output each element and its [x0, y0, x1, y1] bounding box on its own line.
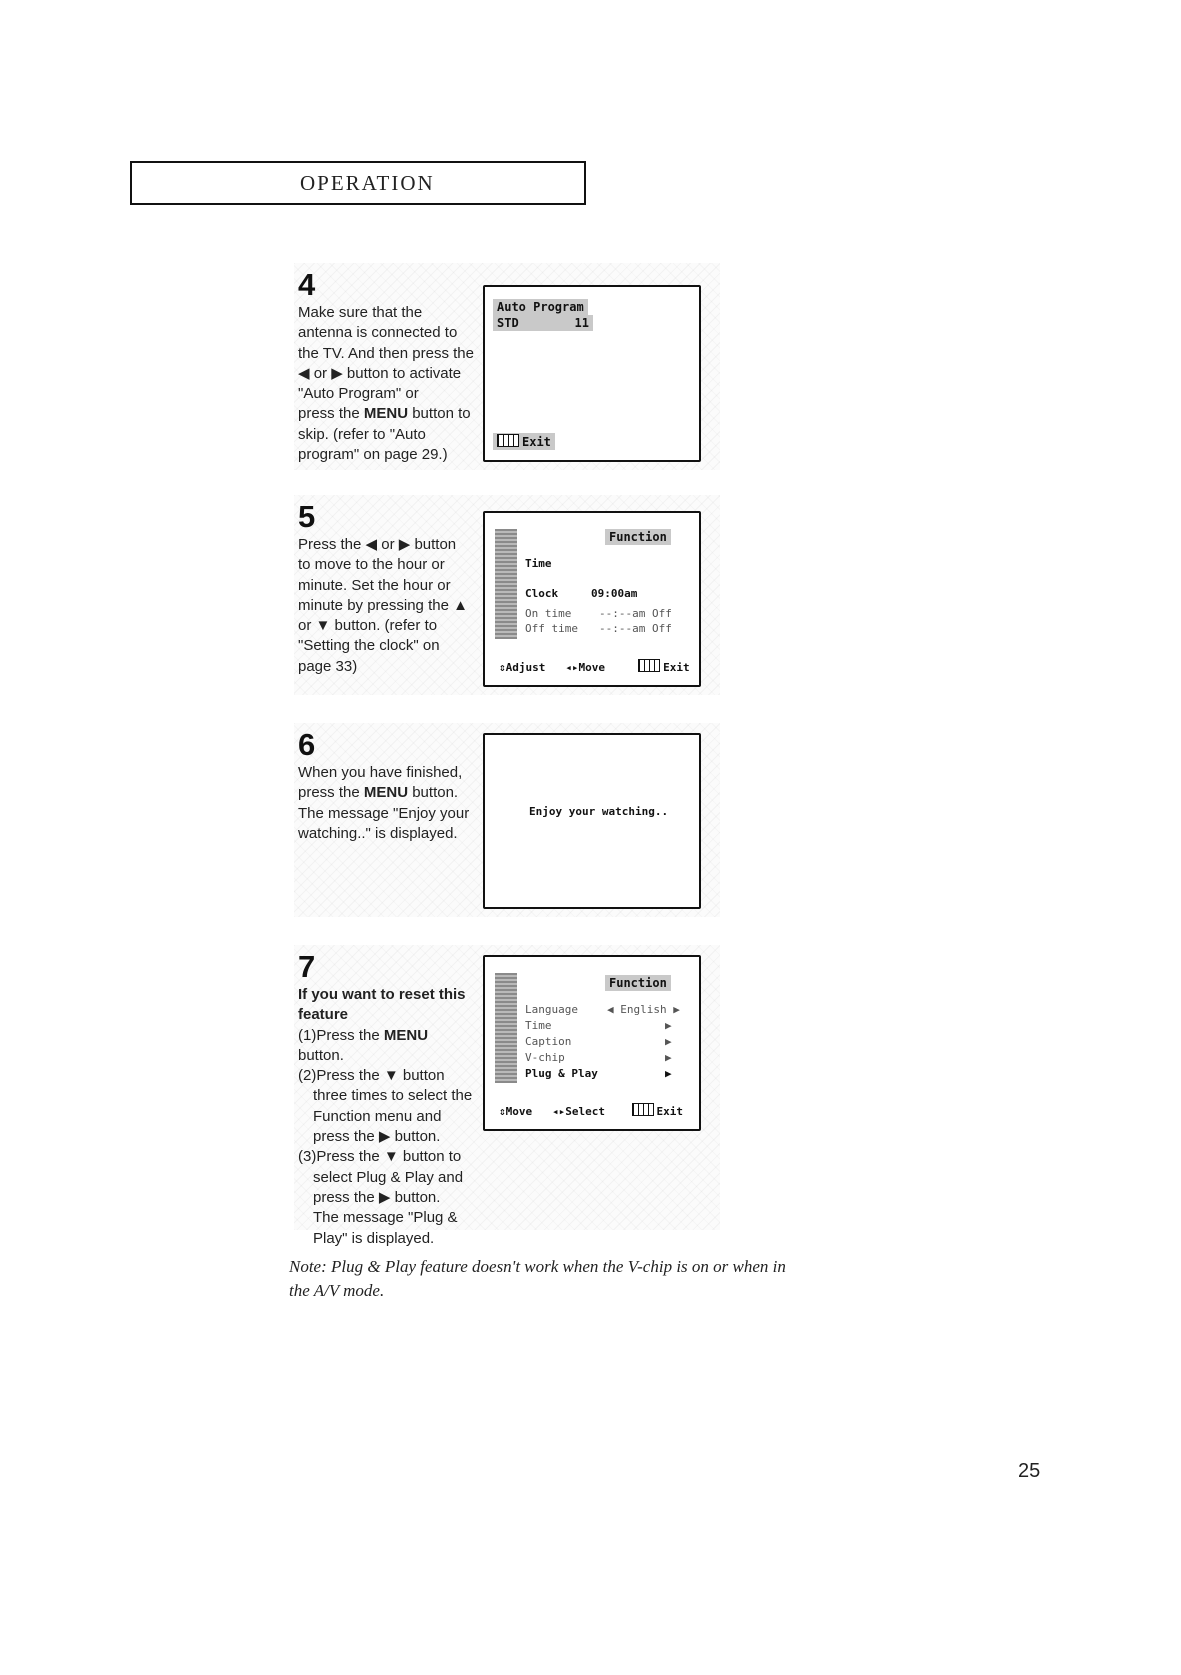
osd-title: Function — [605, 975, 671, 991]
step-number: 7 — [298, 949, 316, 984]
left-right-icon: ◂▸ — [552, 1105, 566, 1118]
tv-screen-message — [483, 733, 701, 909]
left-right-icon: ◂▸ — [565, 661, 579, 674]
step-number: 4 — [298, 267, 316, 302]
osd-footer: ⇕Move ◂▸Select Exit — [499, 1105, 683, 1118]
vchip-arrow: ▶ — [665, 1051, 672, 1064]
instruction-line: or ▼ button. (refer to — [298, 617, 438, 635]
instruction-line: press the MENU button to — [298, 405, 471, 423]
instruction-line: minute by pressing the ▲ — [298, 596, 468, 614]
menu-key-icon — [638, 659, 660, 672]
osd-exit: Exit — [493, 433, 555, 450]
language-value: ◀ English ▶ — [607, 1003, 680, 1016]
instruction-line: the TV. And then press the — [298, 344, 474, 362]
instruction-line: antenna is connected to — [298, 324, 458, 342]
page-number: 25 — [1018, 1460, 1041, 1482]
osd-channel: 11 — [574, 316, 589, 330]
instruction-line: The message "Plug & — [313, 1209, 458, 1227]
step-4 — [294, 263, 720, 470]
osd-footer: ⇕Adjust ◂▸Move Exit — [499, 661, 690, 674]
step-instructions — [298, 985, 474, 1249]
instruction-line: program" on page 29.) — [298, 446, 448, 464]
on-time-value: --:--am Off — [599, 607, 672, 620]
step-number: 5 — [298, 499, 316, 534]
note-text: Note: Plug & Play feature doesn't work when the V-chip is on or when in the A/V mode. — [289, 1257, 786, 1300]
step-instructions — [298, 303, 474, 465]
instruction-line: page 33) — [298, 657, 358, 675]
instruction-line: The message "Enjoy your — [298, 804, 470, 822]
instruction-line: to move to the hour or — [298, 556, 445, 574]
step-instructions — [298, 535, 474, 677]
section-header — [130, 161, 586, 205]
instruction-line: When you have finished, — [298, 764, 463, 781]
instruction-line: (2)Press the ▼ button — [298, 1067, 445, 1085]
plug-and-play-arrow: ▶ — [665, 1067, 672, 1080]
osd-title: Function — [605, 529, 671, 545]
step-5 — [294, 495, 720, 695]
step-6 — [294, 723, 720, 917]
tv-screen-function-menu — [483, 955, 701, 1131]
up-down-icon: ⇕ — [499, 661, 506, 674]
menu-item-plug-and-play: Plug & Play — [525, 1067, 598, 1080]
instruction-line: "Auto Program" or — [298, 385, 419, 403]
osd-title: Auto Program — [493, 299, 588, 315]
instruction-line: three times to select the — [313, 1087, 473, 1105]
time-arrow: ▶ — [665, 1019, 672, 1032]
menu-key-icon — [632, 1103, 654, 1116]
instruction-line: minute. Set the hour or — [298, 576, 451, 594]
caption-arrow: ▶ — [665, 1035, 672, 1048]
instruction-line: ◀ or ▶ button to activate — [298, 364, 462, 382]
off-time-value: --:--am Off — [599, 622, 672, 635]
instruction-line: "Setting the clock" on — [298, 637, 440, 655]
instruction-line: select Plug & Play and — [313, 1168, 464, 1186]
section-title: OPERATION — [300, 171, 435, 195]
instruction-line: press the ▶ button. — [313, 1188, 441, 1206]
menu-heading: Time — [525, 557, 552, 570]
step-number: 6 — [298, 727, 316, 762]
instruction-line: (1)Press the MENU button. — [298, 1026, 429, 1064]
menu-item-time: Time — [525, 1019, 552, 1032]
clock-value: 09:00am — [591, 587, 638, 600]
tv-screen-auto-program — [483, 285, 701, 462]
menu-icon-strip — [495, 973, 517, 1083]
on-time-label: On time — [525, 607, 572, 620]
menu-icon-strip — [495, 529, 517, 639]
instruction-line: Press the ◀ or ▶ button — [298, 536, 457, 553]
off-time-label: Off time — [525, 622, 578, 635]
menu-item-language: Language — [525, 1003, 578, 1016]
menu-item-vchip: V-chip — [525, 1051, 565, 1064]
instruction-line: Function menu and — [313, 1107, 442, 1125]
clock-label: Clock — [525, 587, 559, 600]
instruction-line: (3)Press the ▼ button to — [298, 1148, 462, 1166]
menu-key-icon — [497, 434, 519, 447]
tv-screen-time-menu — [483, 511, 701, 687]
osd-mode: STD — [497, 316, 519, 330]
osd-channel-row — [493, 315, 593, 331]
enjoy-message: Enjoy your watching.. — [529, 805, 669, 818]
menu-item-caption: Caption — [525, 1035, 572, 1048]
instruction-line: press the ▶ button. — [313, 1128, 441, 1146]
reset-title: If you want to reset this feature — [298, 986, 466, 1024]
step-instructions — [298, 763, 474, 844]
instruction-line: skip. (refer to "Auto — [298, 425, 426, 443]
step-7 — [294, 945, 720, 1247]
instruction-line: Make sure that the — [298, 304, 423, 321]
instruction-line: watching.." is displayed. — [298, 824, 458, 842]
instruction-line: Play" is displayed. — [313, 1229, 435, 1247]
instruction-line: press the MENU button. — [298, 784, 459, 802]
up-down-icon: ⇕ — [499, 1105, 506, 1118]
